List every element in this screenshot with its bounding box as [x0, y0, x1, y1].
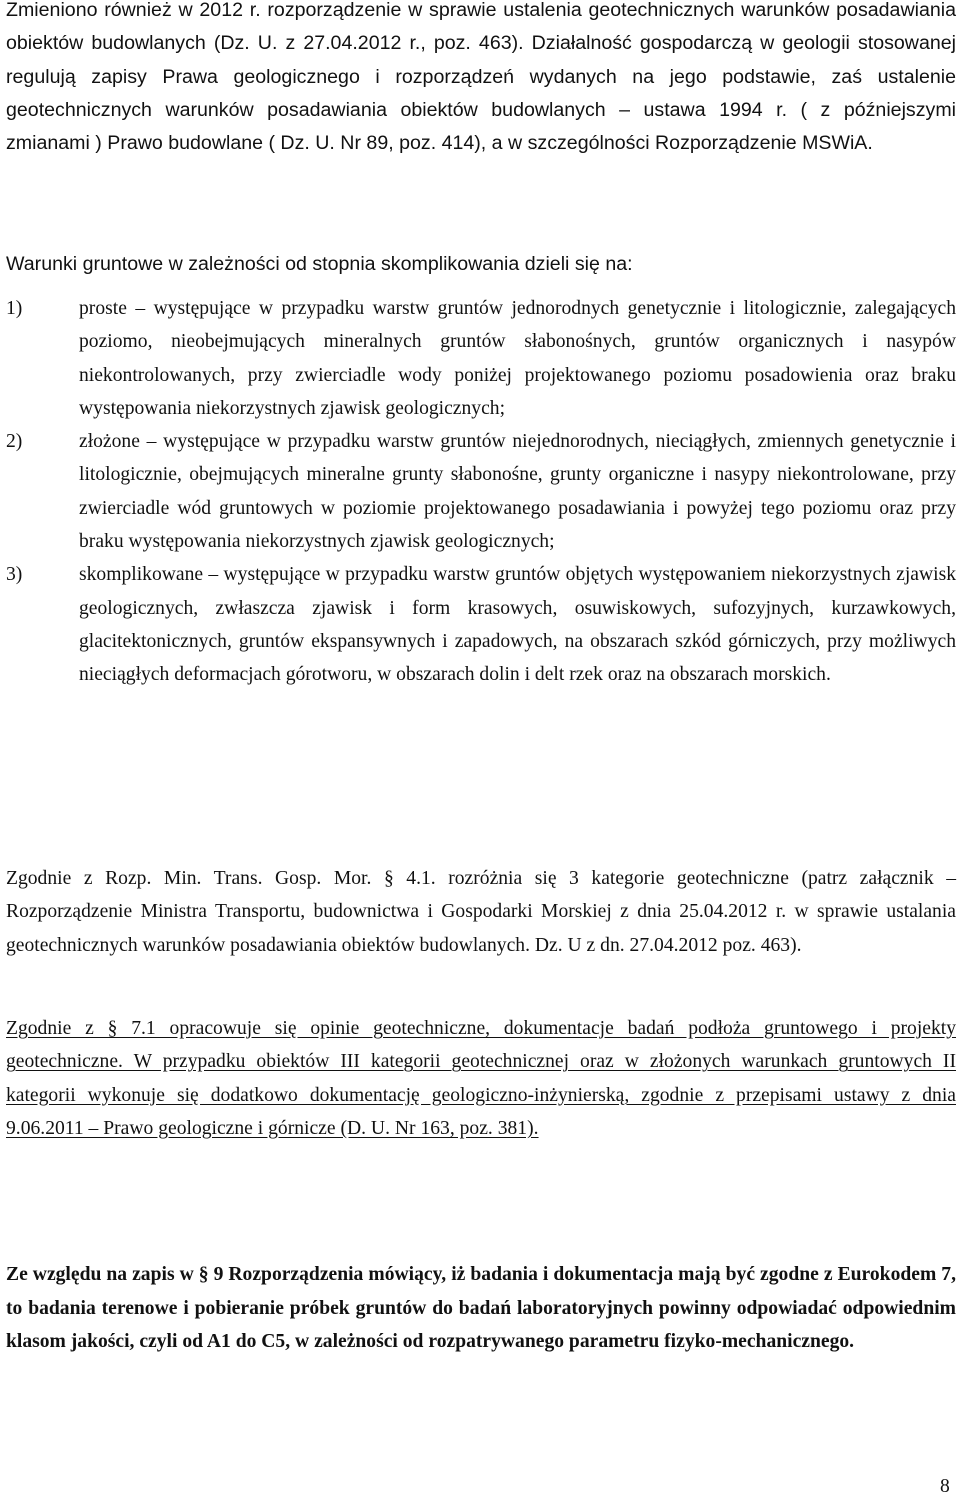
list-item-number: 1) [6, 298, 23, 319]
list-item-text: proste – występujące w przypadku warstw gruntów jednorodnych genetycznie i litologicznie, zalegających poziomo, nieobejmujących mineralnych gruntów słabonośnych, gruntów organicznych i nasypów niekontrolowanych, przy zwierciadle wody poniżej projektowanego poziomu posadowienia oraz braku występowania niekorzystnych zjawisk geologicznych; [79, 298, 956, 419]
paragraph-regulations: Zmieniono również w 2012 r. rozporządzenie w sprawie ustalenia geotechnicznych warunków posadawiania obiektów budowlanych (Dz. U. z 27.04.2012 r., poz. 463). Działalność gospodarczą w geologii stosowanej regulują zapisy Prawa geologicznego i rozporządzeń wydanych na jego podstawie, zaś ustalenie geotechnicznych warunków posadawiania obiektów budowlanych – ustawa 1994 r. ( z późniejszymi zmianami ) Prawo budowlane ( Dz. U. Nr 89, poz. 414), a w szczególności Rozporządzenie MSWiA. [6, 0, 956, 155]
ground-conditions-list [6, 292, 956, 692]
list-item-number: 2) [6, 431, 23, 453]
list-item [6, 292, 956, 425]
paragraph-ground-conditions-intro: Warunki gruntowe w zależności od stopnia skomplikowania dzieli się na: [6, 253, 633, 275]
list-item [6, 425, 956, 558]
list-item-number: 3) [6, 564, 23, 586]
list-item-text: złożone – występujące w przypadku warstw gruntów niejednorodnych, nieciągłych, zmiennych genetycznie i litologicznie, obejmujących mineralne grunty słabonośne, grunty organiczne i nasypy niekontrolowane, przy zwierciadle wód gruntowych w poziomie projektowanego posadawiania i powyżej tego poziomu oraz przy braku występowania niekorzystnych zjawisk geologicznych; [79, 431, 956, 553]
list-item [6, 558, 956, 691]
paragraph-geotechnical-documentation: Zgodnie z § 7.1 opracowuje się opinie geotechniczne, dokumentacje badań podłoża gruntowego i projekty geotechniczne. W przypadku obiektów III kategorii geotechnicznej oraz w złożonych warunkach gruntowych II kategorii wykonuje się dodatkowo dokumentację geologiczno-inżynierską, zgodnie z przepisami ustawy z dnia 9.06.2011 – Prawo geologiczne i górnicze (D. U. Nr 163, poz. 381). [6, 1018, 956, 1139]
paragraph-eurocode-7: Ze względu na zapis w § 9 Rozporządzenia mówiący, iż badania i dokumentacja mają być zgodne z Eurokodem 7, to badania terenowe i pobieranie próbek gruntów do badań laboratoryjnych powinny odpowiadać odpowiednim klasom jakości, czyli od A1 do C5, w zależności od rozpatrywanego parametru fizyko-mechanicznego. [6, 1264, 956, 1352]
paragraph-geotechnical-categories: Zgodnie z Rozp. Min. Trans. Gosp. Mor. § 4.1. rozróżnia się 3 kategorie geotechniczne (patrz załącznik – Rozporządzenie Ministra Transportu, budownictwa i Gospodarki Morskiej z dnia 25.04.2012 r. w sprawie ustalania geotechnicznych warunków posadawiania obiektów budowlanych. Dz. U z dn. 27.04.2012 poz. 463). [6, 868, 956, 956]
list-item-text: skomplikowane – występujące w przypadku warstw gruntów objętych występowaniem niekorzystnych zjawisk geologicznych, zwłaszcza zjawisk i form krasowych, osuwiskowych, sufozyjnych, kurzawkowych, glacitektonicznych, gruntów ekspansywnych i zapadowych, na obszarach szkód górniczych, przy możliwych nieciągłych deformacjach górotworu, w obszarach dolin i delt rzek oraz na obszarach morskich. [79, 564, 956, 686]
page-number: 8 [940, 1476, 950, 1497]
